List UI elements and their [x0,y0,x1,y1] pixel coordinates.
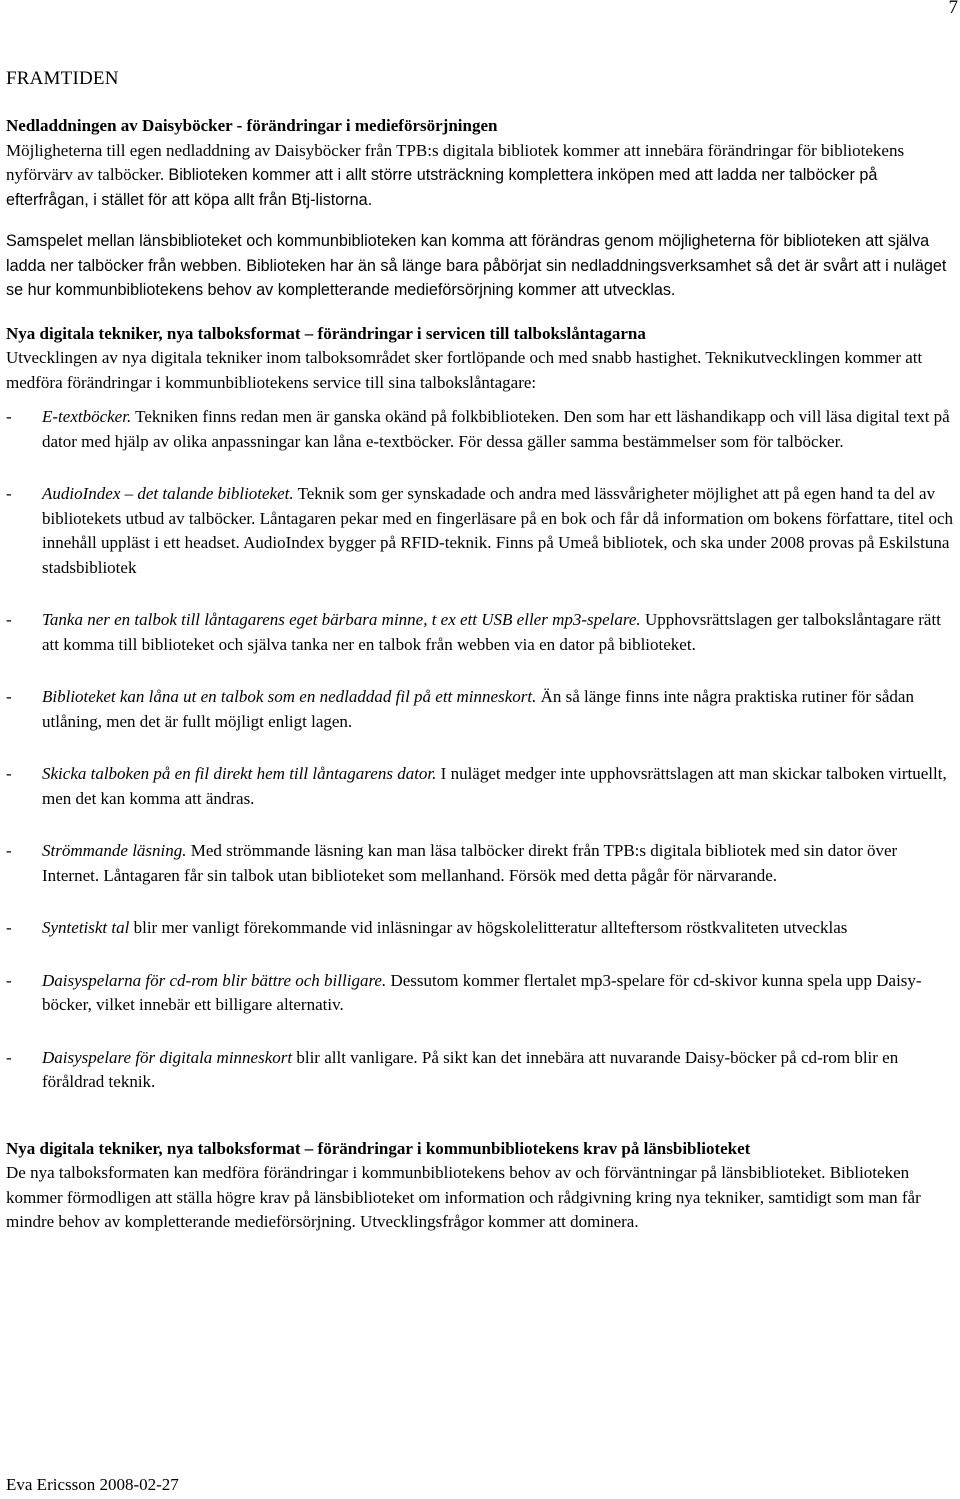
list-item [6,762,958,811]
list-item-text: Tekniken finns redan men är ganska okänd på folkbiblioteken. Den som har ett läshandikapp och vill läsa digital text på dator med hjälp av olika anpassningar kan låna e-textböcker. För dessa gäller samma bestämmelser som för talböcker. [42,407,950,451]
list-item [6,1046,958,1095]
paragraph-text-sans: Biblioteken har än så länge bara påbörjat sin nedladdningsverksamhet så det är svårt att i nuläget se hur kommunbibliotekens behov av kompletterande medieförsörjning kommer att utvecklas. [6,256,947,299]
heading-daisy-downloads: Nedladdningen av Daisyböcker - förändringar i medieförsörjningen [6,116,498,135]
list-item-term: E-textböcker. [42,407,132,426]
list-item-text: blir mer vanligt förekommande vid inläsningar av högskolelitteratur allteftersom röstkvaliteten utvecklas [129,918,848,937]
bullet-dash: - [6,970,12,990]
list-item-text: Än så länge finns inte några praktiska rutiner för sådan utlåning, men det är fullt möjligt enligt lagen. [42,687,914,731]
paragraph-requirements: De nya talboksformaten kan medföra förändringar i kommunbibliotekens behov av och förväntningar på länsbiblioteket. Biblioteken kommer förmodligen att ställa högre krav på länsbiblioteket om information och rådgivning kring nya tekniker, samtidigt som man får mindre behov av kompletterande medieförsörjning. Utvecklingsfrågor kommer att dominera. [6,1163,921,1231]
paragraph-downloads-1 [6,139,958,213]
list-item-term: Skicka talboken på en fil direkt hem till låntagarens dator. [42,764,437,783]
bullet-dash: - [6,407,12,426]
paragraph-text-sans: Samspelet mellan länsbiblioteket och kommunbiblioteken kan komma att förändras genom möjligheterna för biblioteken att själva ladda ner talböcker från webben. [6,232,930,275]
list-item [6,969,958,1018]
list-item-text: Med strömmande läsning kan man läsa talböcker direkt från TPB:s digitala bibliotek med sin dator över Internet. Låntagaren får sin talbok utan biblioteket som mellanhand. Försök med detta pågår för närvarande. [42,841,898,885]
section-title: FRAMTIDEN [6,68,119,89]
paragraph-downloads-2 [6,229,958,303]
heading-new-digital-techniques-requirements: Nya digitala tekniker, nya talboksformat – förändringar i kommunbibliotekens krav på länsbiblioteket [6,1138,751,1158]
list-item [6,916,958,941]
list-item-text: Teknik som ger synskadade och andra med lässvårigheter möjlighet att på egen hand ta del av bibliotekets utbud av talböcker. Låntagaren pekar med en fingerläsare på en bok och får då information om bokens författare, titel och innehåll uppläst i ett headset. AudioIndex bygger på RFID-teknik. Finns på Umeå bibliotek, och ska under 2008 provas på Eskilstuna stadsbibliotek [42,484,954,577]
heading-new-digital-techniques-service: Nya digitala tekniker, nya talboksformat – förändringar i servicen till talbokslåntagarna [6,323,646,343]
list-item-text: I nuläget medger inte upphovsrättslagen att man skickar talboken virtuellt, men det kan komma att ändras. [42,764,947,808]
list-item-term: Tanka ner en talbok till låntagarens eget bärbara minne, t ex ett USB eller mp3-spelare. [42,610,641,629]
bullet-dash: - [6,918,12,937]
list-item-term: AudioIndex – det talande biblioteket. [42,484,294,503]
technique-list [6,405,958,1095]
list-item [6,482,958,580]
list-item-text: Dessutom kommer flertalet mp3-spelare för cd-skivor kunna spela upp Daisy-böcker, vilket innebär ett billigare alternativ. [42,970,922,1014]
list-item-term: Biblioteket kan låna ut en talbok som en nedladdad fil på ett minneskort. [42,687,537,706]
bullet-dash: - [6,841,12,860]
list-item [6,405,958,454]
page-number: 7 [948,0,958,18]
bullet-dash: - [6,1047,12,1067]
list-item [6,839,958,888]
list-item-text: Upphovsrättslagen ger talbokslåntagare rätt att komma till biblioteket och själva tanka ner en talbok från webben via en dator på biblioteket. [42,610,941,654]
list-item-term: Daisyspelare för digitala minneskort [42,1047,293,1067]
list-item [6,608,958,657]
list-item-text: blir allt vanligare. På sikt kan det innebära att nuvarande Daisy-böcker på cd-rom blir en föråldrad teknik. [42,1047,899,1091]
bullet-dash: - [6,610,12,629]
paragraph-text-sans: Biblioteken kommer att i allt större utsträckning komplettera inköpen med att ladda ner talböcker på efterfrågan, i stället för att köpa allt från Btj-listorna. [6,166,878,209]
bullet-dash: - [6,687,12,706]
bullet-dash: - [6,484,12,503]
list-item-term: Strömmande läsning. [42,841,187,860]
paragraph-tech-development: Utvecklingen av nya digitala tekniker inom talboksområdet sker fortlöpande och med snabb hastighet. Teknikutvecklingen kommer att medföra förändringar i kommunbibliotekens service till sina talbokslåntagare: [6,348,923,392]
paragraph-text-serif: Möjligheterna till egen nedladdning av Daisyböcker från TPB:s digitala bibliotek kommer att innebära förändringar för bibliotekens nyförvärv av talböcker. [6,140,905,184]
list-item-term: Daisyspelarna för cd-rom blir bättre och billigare. [42,970,387,990]
document-body [6,68,958,1235]
list-item-term: Syntetiskt tal [42,918,130,937]
list-item [6,685,958,734]
bullet-dash: - [6,764,12,783]
footer-author-date: Eva Ericsson 2008-02-27 [6,1475,179,1494]
